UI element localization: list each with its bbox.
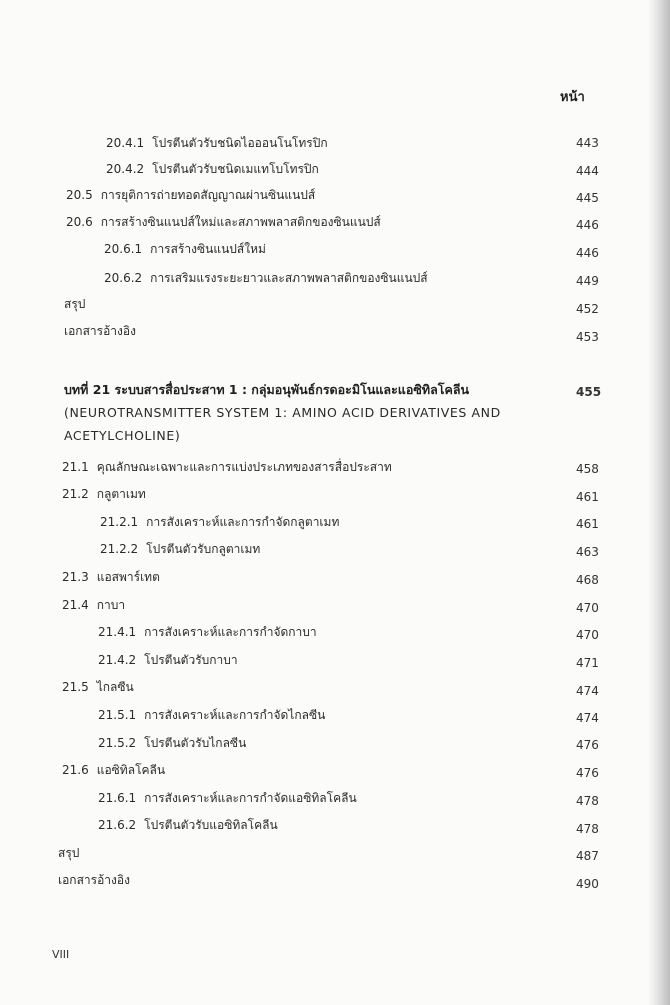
toc-entry-number: 21.2.2 xyxy=(100,542,139,556)
toc-entry-summary[interactable] xyxy=(64,295,85,314)
toc-entry-title: ไกลซีน xyxy=(96,680,134,694)
toc-entry-title: สรุป xyxy=(58,846,80,860)
toc-entry-21-2-1[interactable] xyxy=(100,513,339,532)
toc-entry-number: 20.4.1 xyxy=(106,136,145,150)
toc-entry-title: การสังเคราะห์และการกำจัดกาบา xyxy=(144,625,317,639)
toc-entry-number: 21.4 xyxy=(62,598,89,612)
toc-entry-page: 453 xyxy=(576,330,599,344)
toc-entry-page: 445 xyxy=(576,191,599,205)
toc-entry-21-4[interactable] xyxy=(62,596,125,615)
toc-entry-title: โปรตีนตัวรับกาบา xyxy=(144,653,238,667)
toc-entry-title: แอซิทิลโคลีน xyxy=(96,763,166,777)
toc-entry-page: 461 xyxy=(576,490,599,504)
toc-entry-title: การเสริมแรงระยะยาวและสภาพพลาสติกของซินแนปส์ xyxy=(150,271,428,285)
toc-entry-page: 476 xyxy=(576,738,599,752)
toc-entry-references-21[interactable] xyxy=(58,871,130,890)
toc-entry-title: การยุติการถ่ายทอดสัญญาณผ่านซินแนปส์ xyxy=(100,188,316,202)
toc-entry-21-3[interactable] xyxy=(62,568,160,587)
page-edge-shadow xyxy=(648,0,670,1005)
toc-entry-page: 487 xyxy=(576,849,599,863)
toc-entry-page: 452 xyxy=(576,302,599,316)
toc-entry-number: 21.5.1 xyxy=(98,708,137,722)
toc-entry-21-5[interactable] xyxy=(62,678,134,697)
toc-entry-20-6[interactable] xyxy=(66,213,381,232)
toc-entry-20-6-1[interactable] xyxy=(104,240,266,259)
toc-entry-page: 461 xyxy=(576,517,599,531)
toc-entry-20-5[interactable] xyxy=(66,186,315,205)
toc-entry-title: แอสพาร์เทต xyxy=(96,570,160,584)
toc-entry-21-6-2[interactable] xyxy=(98,816,278,835)
page-column-header: หน้า xyxy=(560,90,585,105)
toc-entry-page: 490 xyxy=(576,877,599,891)
toc-entry-title: การสร้างซินแนปส์ใหม่ xyxy=(150,242,266,256)
toc-entry-20-6-2[interactable] xyxy=(104,269,428,288)
toc-entry-page: 470 xyxy=(576,601,599,615)
toc-entry-number: 21.4.2 xyxy=(98,653,137,667)
toc-entry-title: เอกสารอ้างอิง xyxy=(64,324,136,338)
toc-entry-page: 446 xyxy=(576,218,599,232)
chapter-subtitle-line-1: (NEUROTRANSMITTER SYSTEM 1: AMINO ACID DERIVATIVES AND xyxy=(64,405,501,420)
toc-entry-number: 21.4.1 xyxy=(98,625,137,639)
toc-entry-title: โปรตีนตัวรับแอซิทิลโคลีน xyxy=(144,818,278,832)
toc-entry-title: การสังเคราะห์และการกำจัดกลูตาเมท xyxy=(146,515,340,529)
toc-entry-number: 21.2.1 xyxy=(100,515,139,529)
toc-entry-title: โปรตีนตัวรับไกลซีน xyxy=(144,736,247,750)
toc-entry-number: 21.2 xyxy=(62,487,89,501)
chapter-title[interactable]: บทที่ 21 ระบบสารสื่อประสาท 1 : กลุ่มอนุพันธ์กรดอะมิโนและแอซิทิลโคลีน xyxy=(64,382,470,397)
toc-entry-number: 20.6.1 xyxy=(104,242,143,256)
toc-entry-title: เอกสารอ้างอิง xyxy=(58,873,130,887)
toc-entry-21-2-2[interactable] xyxy=(100,540,260,559)
toc-entry-page: 474 xyxy=(576,711,599,725)
toc-entry-21-6-1[interactable] xyxy=(98,789,357,808)
toc-entry-title: โปรตีนตัวรับชนิดเมแทโบโทรปิก xyxy=(152,162,319,176)
toc-entry-summary-21[interactable] xyxy=(58,844,79,863)
toc-entry-number: 21.5.2 xyxy=(98,736,137,750)
toc-entry-21-4-1[interactable] xyxy=(98,623,317,642)
toc-entry-title: การสังเคราะห์และการกำจัดไกลซีน xyxy=(144,708,326,722)
toc-entry-page: 468 xyxy=(576,573,599,587)
toc-entry-page: 470 xyxy=(576,628,599,642)
toc-entry-title: การสร้างซินแนปส์ใหม่และสภาพพลาสติกของซินแนปส์ xyxy=(100,215,381,229)
toc-entry-number: 20.5 xyxy=(66,188,93,202)
toc-entry-number: 20.6 xyxy=(66,215,93,229)
toc-entry-page: 474 xyxy=(576,684,599,698)
page-roman-numeral: VIII xyxy=(52,948,70,961)
toc-entry-number: 21.6 xyxy=(62,763,89,777)
toc-entry-page: 443 xyxy=(576,136,599,150)
toc-entry-title: โปรตีนตัวรับกลูตาเมท xyxy=(146,542,261,556)
toc-entry-21-5-2[interactable] xyxy=(98,734,246,753)
toc-entry-page: 444 xyxy=(576,164,599,178)
toc-entry-20-4-1[interactable] xyxy=(106,134,328,153)
toc-entry-number: 21.6.1 xyxy=(98,791,137,805)
chapter-subtitle-line-2: ACETYLCHOLINE) xyxy=(64,428,181,443)
toc-entry-number: 20.4.2 xyxy=(106,162,145,176)
toc-entry-page: 463 xyxy=(576,545,599,559)
toc-entry-title: สรุป xyxy=(64,297,86,311)
toc-entry-number: 21.1 xyxy=(62,460,89,474)
toc-entry-number: 21.6.2 xyxy=(98,818,137,832)
toc-entry-title: กาบา xyxy=(96,598,126,612)
toc-entry-page: 478 xyxy=(576,794,599,808)
toc-entry-page: 446 xyxy=(576,246,599,260)
toc-entry-page: 476 xyxy=(576,766,599,780)
toc-entry-page: 478 xyxy=(576,822,599,836)
toc-entry-page: 449 xyxy=(576,274,599,288)
toc-entry-page: 458 xyxy=(576,462,599,476)
toc-entry-20-4-2[interactable] xyxy=(106,160,319,179)
toc-entry-title: โปรตีนตัวรับชนิดไอออนโนโทรปิก xyxy=(152,136,328,150)
toc-entry-number: 20.6.2 xyxy=(104,271,143,285)
toc-entry-21-1[interactable] xyxy=(62,458,392,477)
toc-entry-number: 21.5 xyxy=(62,680,89,694)
chapter-page: 455 xyxy=(576,385,602,399)
toc-entry-title: การสังเคราะห์และการกำจัดแอซิทิลโคลีน xyxy=(144,791,357,805)
toc-entry-title: คุณลักษณะเฉพาะและการแบ่งประเภทของสารสื่อประสาท xyxy=(96,460,392,474)
toc-entry-references[interactable] xyxy=(64,322,136,341)
toc-entry-page: 471 xyxy=(576,656,599,670)
toc-entry-21-4-2[interactable] xyxy=(98,651,238,670)
toc-entry-21-2[interactable] xyxy=(62,485,146,504)
toc-entry-21-6[interactable] xyxy=(62,761,165,780)
toc-entry-21-5-1[interactable] xyxy=(98,706,325,725)
toc-entry-number: 21.3 xyxy=(62,570,89,584)
toc-entry-title: กลูตาเมท xyxy=(96,487,146,501)
